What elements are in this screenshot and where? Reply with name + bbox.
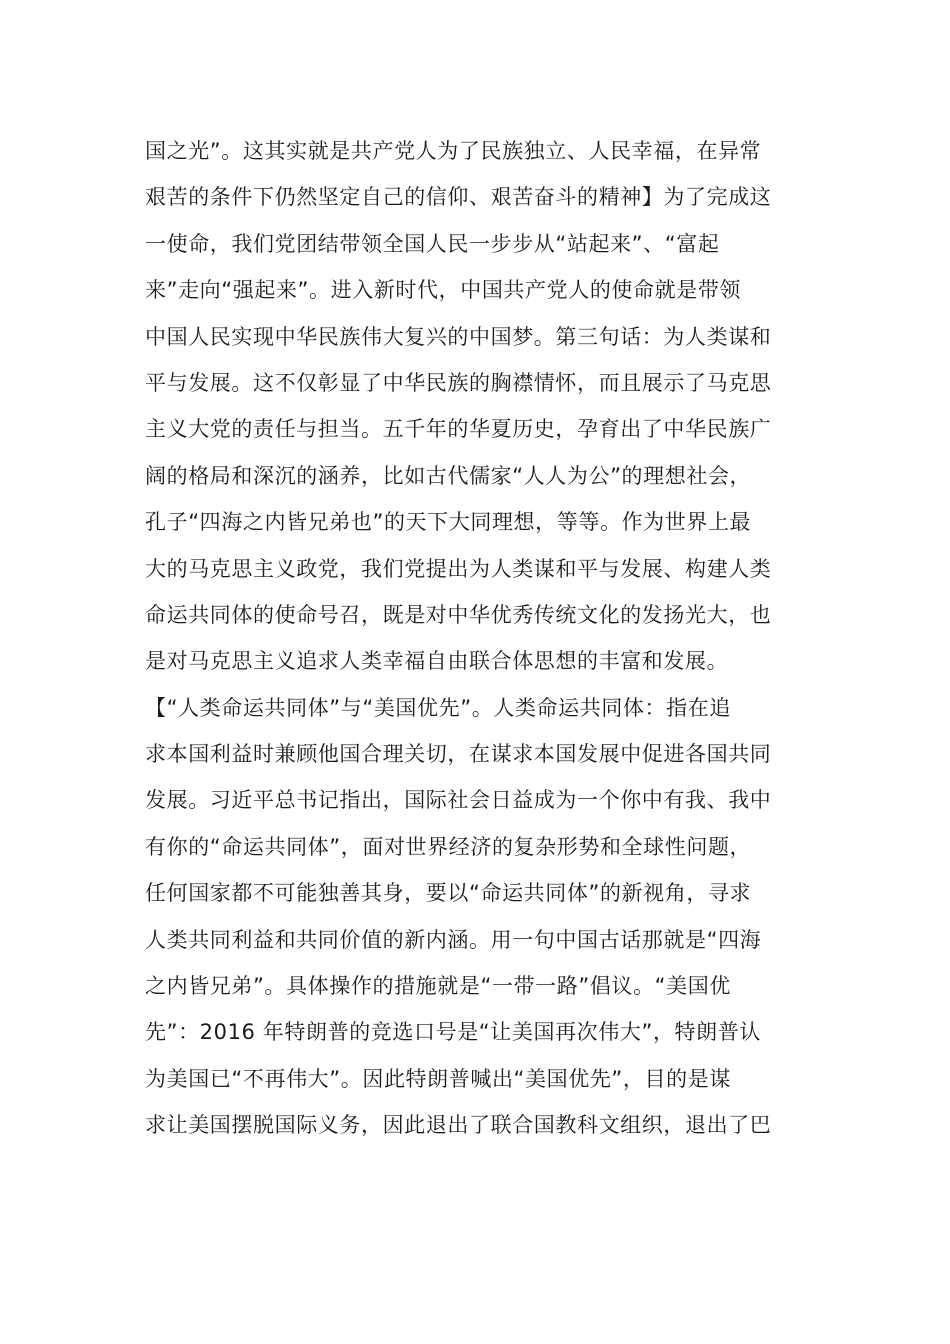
text-line: 是对马克思主义追求人类幸福自由联合体思想的丰富和发展。 — [145, 649, 729, 674]
body-text — [145, 128, 805, 1149]
text-line: 孔子“四海之内皆兄弟也”的天下大同理想，等等。作为世界上最 — [145, 510, 752, 535]
text-line: 求本国利益时兼顾他国合理关切，在谋求本国发展中促进各国共同 — [145, 742, 772, 767]
text-line: 发展。习近平总书记指出，国际社会日益成为一个你中有我、我中 — [145, 788, 772, 813]
text-line: 有你的“命运共同体”，面对世界经济的复杂形势和全球性问题， — [145, 834, 752, 859]
text-line: 之内皆兄弟”。具体操作的措施就是“一带一路”倡议。“美国优 — [145, 974, 731, 999]
text-line: 任何国家都不可能独善其身，要以“命运共同体”的新视角，寻求 — [145, 881, 752, 906]
text-line: 艰苦的条件下仍然坚定自己的信仰、艰苦奋斗的精神】为了完成这 — [145, 185, 772, 210]
text-line: 国之光”。这其实就是共产党人为了民族独立、人民幸福，在异常 — [145, 139, 762, 163]
text-line: 阔的格局和深沉的涵养，比如古代儒家“人人为公”的理想社会， — [145, 463, 752, 488]
text-line: 人类共同利益和共同价值的新内涵。用一句中国古话那就是“四海 — [145, 927, 762, 952]
text-line: 【“人类命运共同体”与“美国优先”。人类命运共同体：指在追 — [145, 695, 731, 720]
text-line: 平与发展。这不仅彰显了中华民族的胸襟情怀，而且展示了马克思 — [145, 370, 772, 395]
text-line: 主义大党的责任与担当。五千年的华夏历史，孕育出了中华民族广 — [145, 417, 772, 442]
text-line: 一使命，我们党团结带领全国人民一步步从“站起来”、“富起 — [145, 231, 720, 256]
text-line: 大的马克思主义政党，我们党提出为人类谋和平与发展、构建人类 — [145, 556, 772, 581]
text-line: 先”：2016 年特朗普的竞选口号是“让美国再次伟大”，特朗普认 — [145, 1020, 761, 1045]
text-line: 求让美国摆脱国际义务，因此退出了联合国教科文组织，退出了巴 — [145, 1113, 772, 1138]
text-line: 中国人民实现中华民族伟大复兴的中国梦。第三句话：为人类谋和 — [145, 324, 772, 349]
text-line: 为美国已“不再伟大”。因此特朗普喊出“美国优先”，目的是谋 — [145, 1066, 731, 1091]
text-line: 命运共同体的使命号召，既是对中华优秀传统文化的发扬光大，也 — [145, 602, 772, 627]
text-line: 来”走向“强起来”。进入新时代，中国共产党人的使命就是带领 — [145, 278, 742, 303]
